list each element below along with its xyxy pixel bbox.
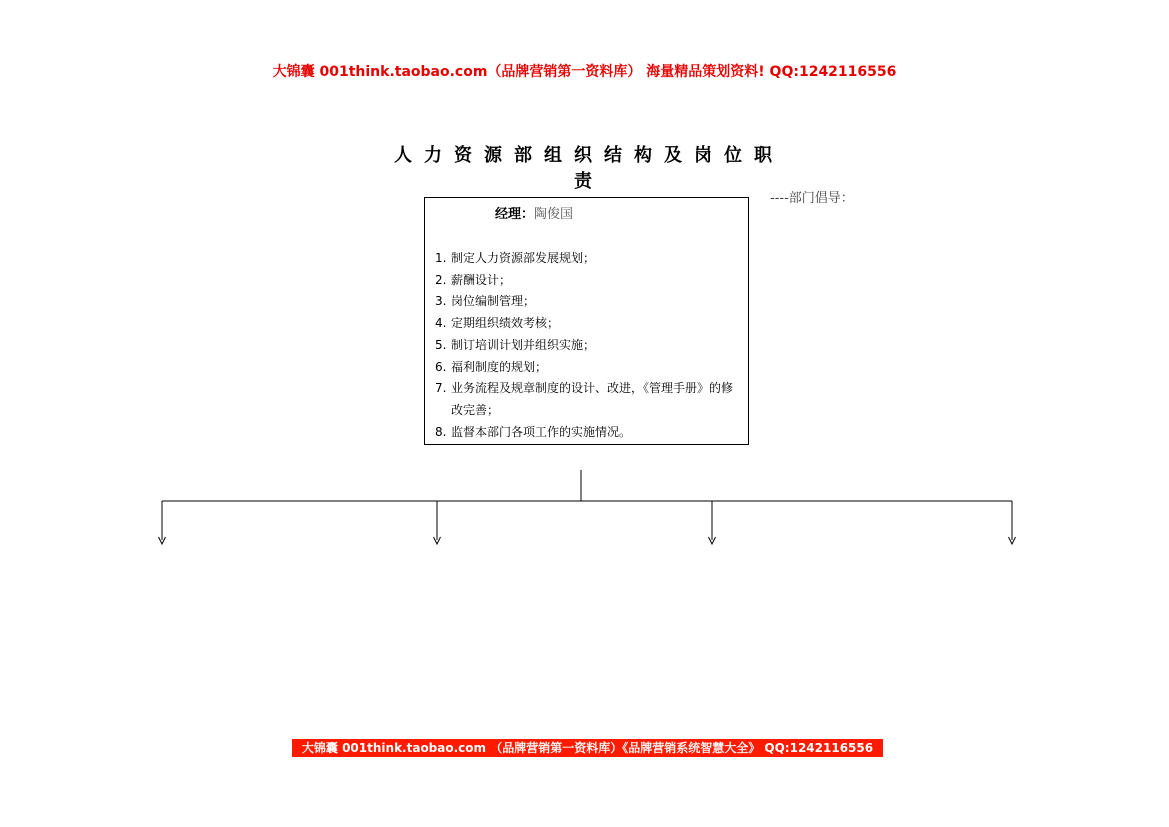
branch-arrow-1 <box>159 501 166 544</box>
duty-number: 6. <box>435 359 447 374</box>
duty-number: 2. <box>435 272 447 287</box>
branch-arrow-3 <box>709 501 716 544</box>
duty-number: 4. <box>435 316 447 331</box>
manager-label: 经理： <box>495 207 535 222</box>
duty-text: 监督本部门各项工作的实施情况。 <box>451 424 632 439</box>
duty-number: 7. <box>435 381 447 396</box>
duty-number: 1. <box>435 251 447 265</box>
duty-number: 3. <box>435 294 447 309</box>
header-banner: 大锦囊 001think.taobao.com（品牌营销第一资料库） 海量精品策划资料! QQ:1242116556 <box>272 64 897 80</box>
branch-arrow-2 <box>434 501 441 544</box>
duty-number: 5. <box>435 337 447 352</box>
duty-text: 福利制度的规划； <box>451 359 548 374</box>
department-motto: ----部门倡导： <box>770 191 854 206</box>
duty-text: 定期组织绩效考核； <box>451 316 560 331</box>
duty-text: 业务流程及规章制度的设计、改进，《管理手册》的修改完善； <box>451 381 734 417</box>
duty-number: 8. <box>435 424 447 439</box>
page-title: 人力资源部组织结构及岗位职责 <box>394 145 784 192</box>
branch-arrow-4 <box>1009 501 1016 544</box>
duty-text: 制定人力资源部发展规划； <box>451 251 596 265</box>
manager-name: 陶俊国 <box>534 207 574 222</box>
footer-banner: 大锦囊 001think.taobao.com （品牌营销第一资料库）《品牌营销系统智慧大全》 QQ:1242116556 <box>292 739 883 757</box>
duty-text: 岗位编制管理； <box>451 294 536 309</box>
duty-text: 制订培训计划并组织实施； <box>451 337 596 352</box>
duty-text: 薪酬设计； <box>451 272 512 287</box>
